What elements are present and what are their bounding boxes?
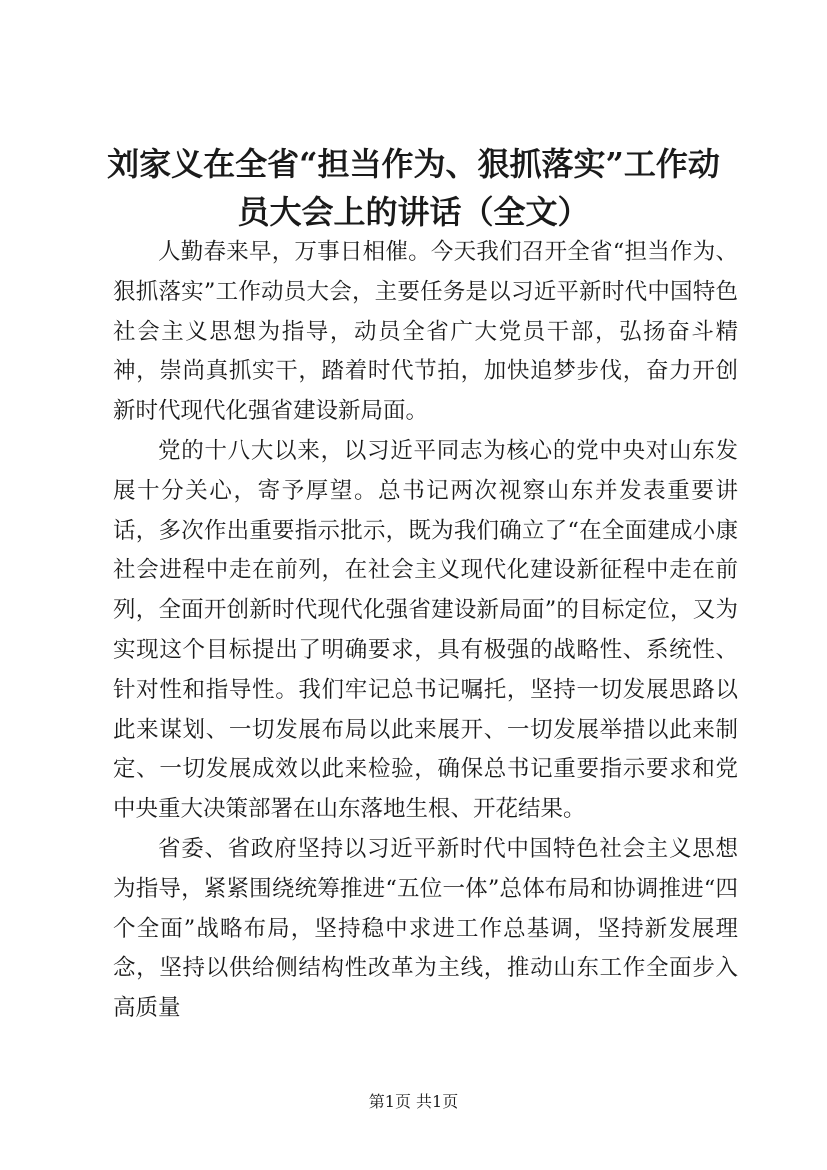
- paragraph-1: 人勤春来早，万事日相催。今天我们召开全省“担当作为、狠抓落实”工作动员大会，主要任务是以习近平新时代中国特色社会主义思想为指导，动员全省广大党员干部，弘扬奋斗精神，崇尚真抓实干，踏着时代节拍，加快追梦步伐，奋力开创新时代现代化强省建设新局面。: [113, 239, 738, 425]
- title-line-1: 刘家义在全省“担当作为、狠抓落实”工作动: [107, 145, 720, 183]
- title-line-2: 员大会上的讲话（全文）: [237, 193, 590, 231]
- paragraph-3: 省委、省政府坚持以习近平新时代中国特色社会主义思想为指导，紧紧围绕统筹推进“五位一体”总体布局和协调推进“四个全面”战略布局，坚持稳中求进工作总基调，坚持新发展理念，坚持以供给侧结构性改革为主线，推动山东工作全面步入高质量: [113, 835, 738, 1022]
- paragraph-2: 党的十八大以来，以习近平同志为核心的党中央对山东发展十分关心，寄予厚望。总书记两次视察山东并发表重要讲话，多次作出重要指示批示，既为我们确立了“在全面建成小康社会进程中走在前列，在社会主义现代化建设新征程中走在前列，全面开创新时代现代化强省建设新局面”的目标定位，又为实现这个目标提出了明确要求，具有极强的战略性、系统性、针对性和指导性。我们牢记总书记嘱托，坚持一切发展思路以此来谋划、一切发展布局以此来展开、一切发展举措以此来制定、一切发展成效以此来检验，确保总书记重要指示要求和党中央重大决策部署在山东落地生根、开花结果。: [113, 437, 738, 823]
- document-title: [100, 140, 727, 236]
- document-body: [113, 233, 738, 1029]
- page-footer: 第1页 共1页: [368, 1092, 459, 1111]
